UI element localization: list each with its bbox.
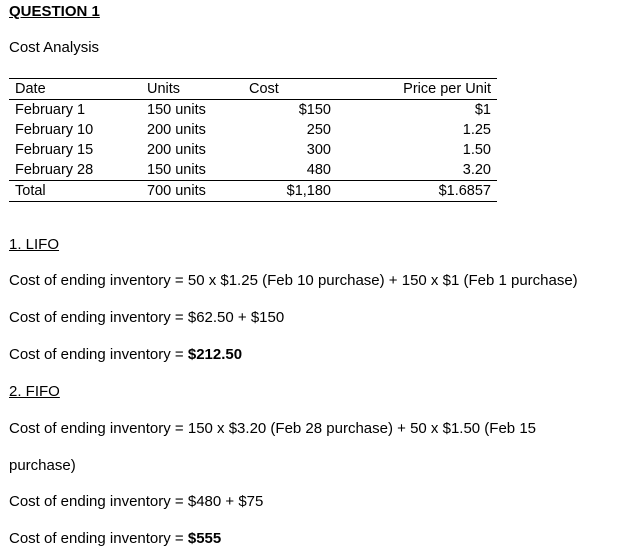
total-cost: $1,180 — [286, 183, 331, 199]
fifo-result: $555 — [187, 530, 222, 547]
table-row — [9, 120, 497, 140]
fifo-line-2: Cost of ending inventory = $480 + $75 — [9, 493, 264, 510]
header-units: Units — [147, 81, 181, 97]
fifo-line-3-label: Cost of ending inventory = — [9, 530, 188, 547]
cell-cost: 250 — [306, 122, 331, 138]
lifo-line-1: Cost of ending inventory = 50 x $1.25 (Feb 10 purchase) + 150 x $1 (Feb 1 purchase) — [9, 272, 578, 289]
header-cost: Cost — [249, 81, 279, 97]
lifo-result: $212.50 — [187, 346, 243, 363]
lifo-line-3-label: Cost of ending inventory = — [9, 346, 188, 363]
cell-units: 200 units — [147, 142, 206, 158]
table-row — [9, 160, 497, 181]
header-price-per-unit: Price per Unit — [403, 81, 491, 97]
cell-date: February 28 — [15, 162, 94, 178]
cell-units: 150 units — [147, 102, 206, 118]
cell-price: 3.20 — [462, 162, 491, 178]
question-heading: QUESTION 1 — [9, 3, 100, 20]
fifo-title: 2. FIFO — [9, 383, 60, 400]
fifo-line-1a: Cost of ending inventory = 150 x $3.20 (Feb 28 purchase) + 50 x $1.50 (Feb 15 — [9, 420, 536, 437]
lifo-line-2: Cost of ending inventory = $62.50 + $150 — [9, 309, 285, 326]
cell-date: February 1 — [15, 102, 86, 118]
cost-table — [9, 78, 497, 202]
cell-date: February 10 — [15, 122, 94, 138]
cell-cost: 300 — [306, 142, 331, 158]
header-date: Date — [15, 81, 46, 97]
lifo-line-3 — [9, 346, 242, 363]
lifo-title: 1. LIFO — [9, 236, 60, 253]
fifo-line-1b: purchase) — [9, 457, 76, 474]
total-units: 700 units — [147, 183, 206, 199]
cell-cost: $150 — [298, 102, 331, 118]
table-row — [9, 100, 497, 121]
table-row — [9, 140, 497, 160]
cell-price: $1 — [474, 102, 491, 118]
cell-units: 200 units — [147, 122, 206, 138]
fifo-line-3 — [9, 530, 221, 547]
cell-cost: 480 — [306, 162, 331, 178]
cell-date: February 15 — [15, 142, 94, 158]
total-price: $1.6857 — [438, 183, 491, 199]
cell-price: 1.50 — [462, 142, 491, 158]
cell-price: 1.25 — [462, 122, 491, 138]
total-label: Total — [15, 183, 46, 199]
cell-units: 150 units — [147, 162, 206, 178]
section-subtitle: Cost Analysis — [9, 39, 100, 56]
table-total-row — [9, 181, 497, 202]
table-header-row — [9, 79, 497, 100]
